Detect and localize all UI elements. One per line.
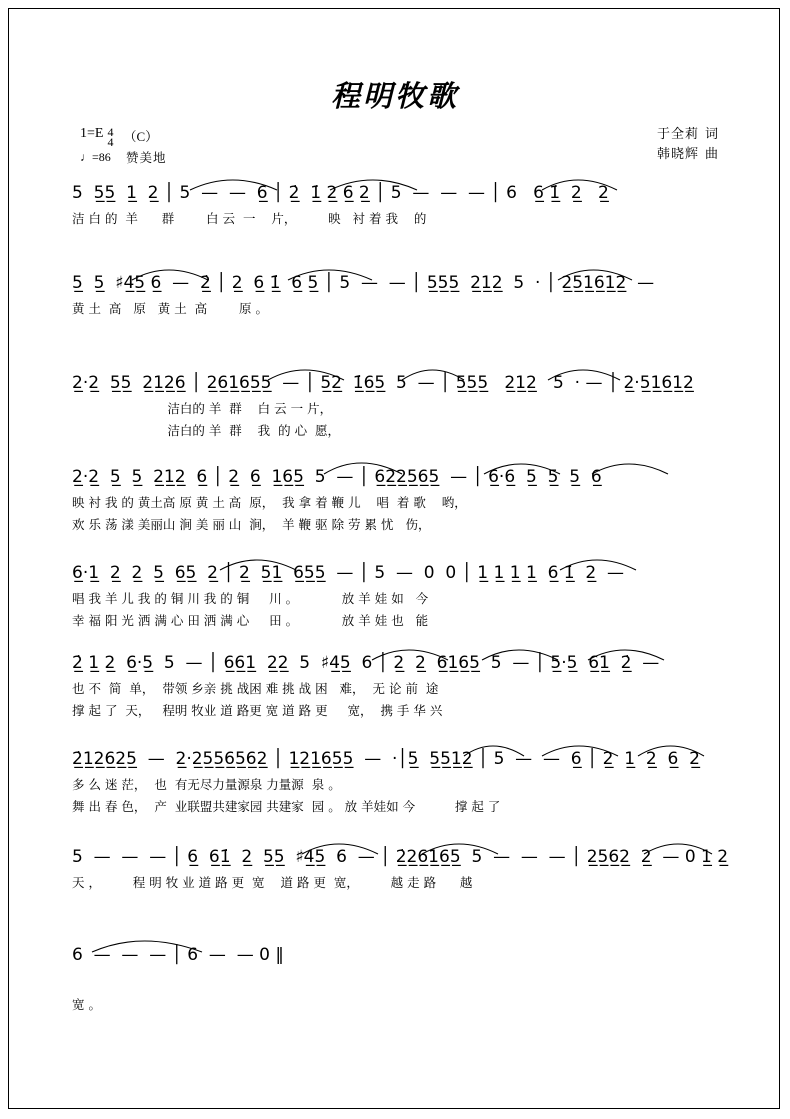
lyric-row-verse-2: 欢 乐 荡 漾 美丽山 涧 美 丽 山 涧， 羊 鞭 驱 除 劳 累 忧 伤， <box>72 517 431 532</box>
composer-role: 曲 <box>704 146 718 161</box>
lyric-row: 宽 。 <box>72 997 101 1012</box>
music-system-3 <box>72 368 720 442</box>
time-signature-numerator: 4 <box>107 125 114 139</box>
note-row: 6̲·1̲ 2̲ 2̲ 5̲ 6̲5̲ 2̲ │ 2̲ 5̲1̲ 6̲5̲5̲ — │ 5 — 0 0 │ 1̲ 1̲ 1̲ 1̲ 6̲ 1̲̇ 2̲ — <box>72 563 625 583</box>
music-system-4 <box>72 462 720 536</box>
music-system-6 <box>72 648 720 722</box>
lyric-row-verse-2: 洁白的 羊 群 我 的 心 愿， <box>72 423 341 438</box>
lyric-row: 黄 土 高 原 黄 土 高 原 。 <box>72 301 268 316</box>
page-title: 程明牧歌 <box>330 79 459 113</box>
key-signature-block <box>80 126 158 147</box>
music-system-1 <box>72 178 720 230</box>
lyricist-role: 词 <box>704 126 718 141</box>
music-system-5 <box>72 558 720 632</box>
tempo-marking: ♩=86 <box>80 150 111 164</box>
note-row: 5̲ 5̲ ♯4̲5̲ 6̲ — 2̲̇ │ 2̲ 6̲ 1̲̇ 6̲ 5̲ │ 5 — — │ 5̲5̲5̲ 2̲1̲2̲ 5 · │ 2̲5̲1̲6̲1̲2̲ — <box>72 273 655 293</box>
lyricist-name: 于全莉 <box>656 126 699 141</box>
credits-block <box>657 124 718 164</box>
music-system-2 <box>72 268 720 320</box>
lyric-row-verse-1: 映 衬 我 的 黄土高 原 黄 土 高 原， 我 拿 着 鞭 儿 唱 着 歌 哟， <box>72 495 467 510</box>
note-row: 5 5̲5̲ 1̲ 2̲ │ 5 — — 6̲ │ 2̲̇ 1̲̇ 2̲ 6̲ 2̲ │ 5 — — — │ 6 6̲ 1̲̇ 2̲ 2̲ <box>72 183 609 203</box>
lyric-row: 天 ， 程 明 牧 业 道 路 更 宽 道 路 更 宽， 越 走 路 越 <box>72 875 473 890</box>
time-signature-denominator: 4 <box>107 135 114 149</box>
note-row: 6 — — — │ 6 — — 0 ‖ <box>72 945 284 965</box>
music-system-9 <box>72 940 720 1016</box>
note-row: 2̲̇ 1̲ 2̲ 6̲·5̲ 5 — │ 6̲6̲1̲ 2̲2̲ 5 ♯4̲5̲ 6 │ 2̲ 2̲ 6̲1̲6̲5̲ 5 — │ 5̲·5̲ 6̲1̲ 2̲̇ — <box>72 653 660 673</box>
note-row: 2̲̇1̲2̲6̲2̲5̲ — 2̲·2̲5̲5̲6̲5̲6̲2̲ │ 1̲2̲1̲6̲5̲5̲ — ·│5̲ 5̲5̲1̲2̲ │ 5 — — 6̲ │ 2̲ 1̲ 2̲ 6̲ 2̲ <box>72 749 700 769</box>
key-label: 1=E <box>80 126 104 141</box>
note-row: 5 — — — │ 6̲ 6̲1̲̇ 2̲ 5̲5̲ ♯4̲5̲ 6 — │ 2̲̇2̲6̲1̲6̲5̲ 5 — — — │ 2̲5̲6̲2̲ 2̲ — 0 1̲ 2̲ <box>72 847 729 867</box>
time-signature <box>107 126 113 147</box>
composer-name: 韩晓辉 <box>656 146 699 161</box>
expression-marking: 赞美地 <box>126 151 167 165</box>
lyric-row-verse-1: 也 不 简 单， 带领 乡亲 挑 战困 难 挑 战 困 难， 无 论 前 途 <box>72 681 439 696</box>
lyric-row-verse-1: 洁白的 羊 群 白 云 一 片， <box>72 401 333 416</box>
lyric-row-verse-2: 幸 福 阳 光 洒 满 心 田 洒 满 心 田 。 放 羊 娃 也 能 <box>72 613 429 628</box>
music-system-8 <box>72 842 729 894</box>
key-paren-label: （C） <box>123 129 159 144</box>
lyric-row-verse-2: 撑 起 了 天， 程明 牧业 道 路更 宽 道 路 更 宽， 携 手 华 兴 <box>72 703 443 718</box>
note-row: 2̲·2̲ 5̲ 5̲ 2̲1̲2̲ 6̲ │ 2̲ 6̲ 1̲6̲5̲ 5 — │ 6̲2̲2̲5̲6̲5̲ — │ 6̲·6̲ 5̲ 5̲ 5̲ 6̲ <box>72 467 602 487</box>
note-row: 2̲·2̲ 5̲5̲ 2̲1̲2̲6̲ │ 2̲6̲1̲6̲5̲5̲ — │ 5̲2̲ 1̲̇6̲5̲ 5 — │ 5̲5̲5̲ 2̲1̲2̲ 5 · — │ 2̲·5̲1̲6̲1̲2̲ <box>72 373 694 393</box>
lyric-row: 洁 白 的 羊 群 白 云 一 片， 映 衬 着 我 的 <box>72 211 427 226</box>
lyricist-line <box>657 124 718 144</box>
lyric-row-verse-2: 舞 出 春 色， 产 业联盟共建家园 共建家 园 。 放 羊娃如 今 撑 起 了 <box>72 799 501 814</box>
composer-line <box>657 144 718 164</box>
music-system-7 <box>72 744 720 818</box>
lyric-row-verse-1: 多 么 迷 茫， 也 有无尽力量源泉 力量源 泉 。 <box>72 777 341 792</box>
lyric-row-verse-1: 唱 我 羊 儿 我 的 铜 川 我 的 铜 川 。 放 羊 娃 如 今 <box>72 591 429 606</box>
